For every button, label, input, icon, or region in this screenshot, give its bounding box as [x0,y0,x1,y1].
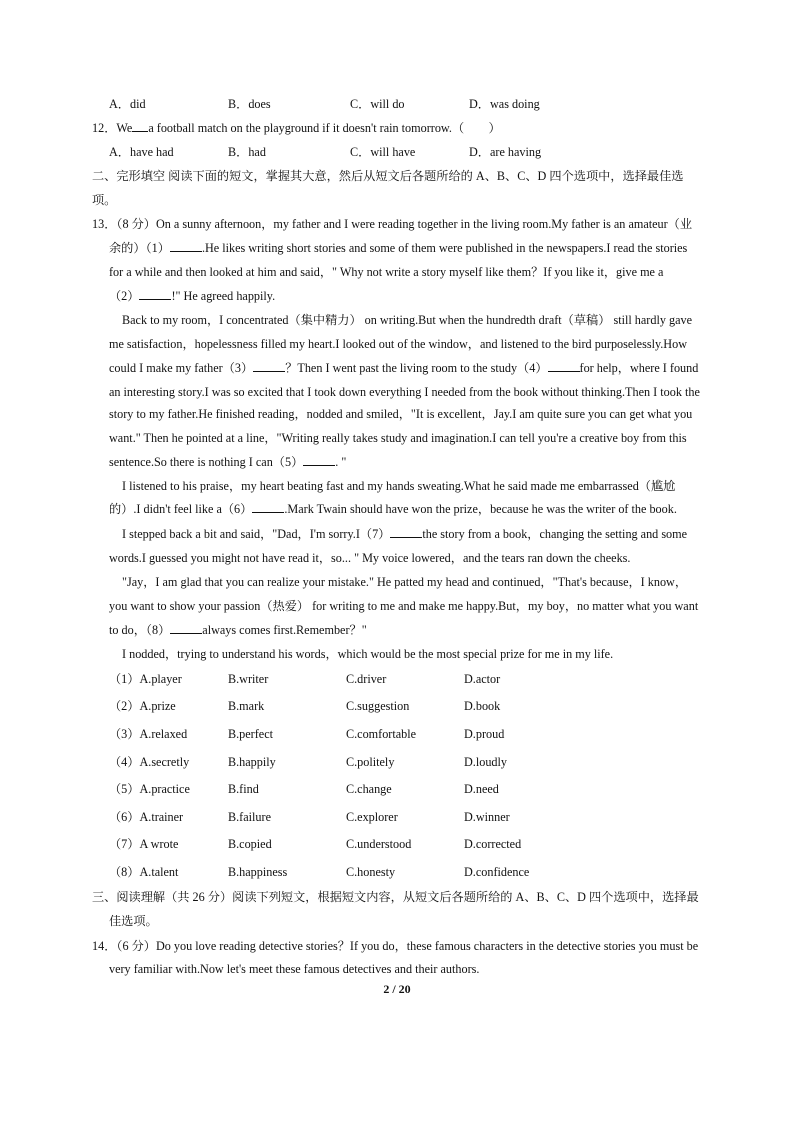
blank-6 [252,501,284,513]
q13-opt-4c: C.politely [346,755,395,769]
q13-line-16: "Jay，I am glad that you can realize your mistake." He patted my head and continued，"That's because，I know， [122,575,688,589]
q13-opt-8c: C.honesty [346,865,396,879]
q13-opt-4d: D.loudly [464,755,507,769]
q13-line-7: could I make my father（3） ？Then I went past the living room to the study（4） for help，where I found [109,361,699,375]
q11-option-a: A．did [109,97,146,111]
q13-opt-3a: （3）A.relaxed [109,727,188,741]
q13-opt-3c: C.comfortable [346,727,417,741]
q14-line-2: very familiar with.Now let's meet these famous detectives and their authors. [109,962,480,976]
q13-line-9: story to my father.He finished reading，nodded and smiled，"It is excellent，Jay.I am quite sure you can get what you [109,407,693,421]
q13-opt-4a: （4）A.secretly [109,755,190,769]
q13-opt-2b: B.mark [228,699,265,713]
blank-3 [253,360,285,372]
q13-line-18: to do，（8） always comes first.Remember？" [109,623,367,637]
q13-opt-6d: D.winner [464,810,510,824]
q13-line-17: you want to show your passion（热爱） for writing to me and make me happy.But，my boy，no matter what you want [109,599,699,613]
q13-opt-3b: B.perfect [228,727,274,741]
q13-opt-2a: （2）A.prize [109,699,176,713]
q14-line-1: 14．（6 分）Do you love reading detective stories？If you do，these famous characters in the detective stories you must be [92,939,699,953]
q13-opt-6a: （6）A.trainer [109,810,184,824]
q13-opt-8b: B.happiness [228,865,288,879]
q13-line-15: words.I guessed you might not have read it，so... " My voice lowered，and the tears ran down the cheeks. [109,551,631,565]
q13-opt-5d: D.need [464,782,499,796]
blank-8 [170,622,202,634]
q13-opt-8a: （8）A.talent [109,865,179,879]
q13-opt-5b: B.find [228,782,259,796]
section2-heading-line2: 项。 [92,193,117,207]
q13-line-13: 的）.I didn't feel like a（6） .Mark Twain should have won the prize，because he was the writer of the book. [109,502,677,516]
q12-option-d: D．are having [469,145,542,159]
q12-option-a: A．have had [109,145,174,159]
q12-stem [92,120,501,136]
q12-option-b: B．had [228,145,266,159]
q13-line-3: for a while and then looked at him and said，" Why not write a story myself like them？If you like it，give me a [109,265,664,279]
q13-line-6: me satisfaction，hopelessness filled my heart.I looked out of the window，and listened to the bird purposelessly.How [109,337,688,351]
q12-blank [132,120,148,132]
q13-opt-1c: C.driver [346,672,387,686]
blank-7 [390,526,422,538]
q13-opt-8d: D.confidence [464,865,530,879]
q13-line-14: I stepped back a bit and said，"Dad，I'm sorry.I（7） the story from a book，changing the setting and some [122,527,688,541]
blank-1 [170,240,202,252]
section3-heading-line1: 三、阅读理解（共 26 分）阅读下列短文，根据短文内容，从短文后各题所给的 A、B、C、D 四个选项中，选择最 [92,890,699,904]
blank-5 [303,454,335,466]
q12-prefix: 12．We [92,121,133,135]
q13-opt-1b: B.writer [228,672,269,686]
q13-line-12: I listened to his praise，my heart beating fast and my hands sweating.What he said made me embarrassed（尴尬 [122,479,676,493]
q13-opt-7c: C.understood [346,837,412,851]
q13-line-2: 余的）（1） .He likes writing short stories and some of them were published in the newspapers.I read the stories [109,241,688,255]
q13-opt-2c: C.suggestion [346,699,410,713]
q11-option-d: D．was doing [469,97,540,111]
q13-line-19: I nodded，trying to understand his words，which would be the most special prize for me in my life. [122,647,614,661]
q13-opt-2d: D.book [464,699,501,713]
page-number: 2 / 20 [383,982,411,996]
section3-heading-line2: 佳选项。 [109,914,158,928]
q13-opt-3d: D.proud [464,727,505,741]
q13-line-4: （2） !" He agreed happily. [109,289,276,303]
q13-opt-5c: C.change [346,782,392,796]
q13-opt-7a: （7）A wrote [109,837,179,851]
q13-opt-6c: C.explorer [346,810,398,824]
q12-option-c: C．will have [350,145,416,159]
q13-opt-6b: B.failure [228,810,271,824]
q13-opt-7d: D.corrected [464,837,522,851]
q13-opt-1d: D.actor [464,672,501,686]
q13-line-8: an interesting story.I was so excited that I took down everything I needed from the book without thinking.Then I took the [109,385,700,399]
blank-2 [139,288,171,300]
q13-opt-7b: B.copied [228,837,272,851]
blank-4 [548,360,580,372]
q11-option-c: C．will do [350,97,405,111]
q13-line-10: want." Then he pointed at a line，"Writing really takes study and imagination.I can tell you're a creative boy from this [109,431,687,445]
q12-suffix: a football match on the playground if it doesn't rain tomorrow.（ ） [148,121,501,135]
q11-option-b: B．does [228,97,271,111]
section2-heading-line1: 二、完形填空 阅读下面的短文，掌握其大意，然后从短文后各题所给的 A、B、C、D 四个选项中，选择最佳选 [92,169,684,183]
q13-opt-1a: （1）A.player [109,672,182,686]
q13-line-5: Back to my room，I concentrated（集中精力） on writing.But when the hundredth draft（草稿） still hardly gave [122,313,692,327]
q13-opt-5a: （5）A.practice [109,782,190,796]
q13-opt-4b: B.happily [228,755,276,769]
q13-line-11: sentence.So there is nothing I can（5） . " [109,455,347,469]
q13-line-1: 13．（8 分）On a sunny afternoon，my father and I were reading together in the living room.My father is an amateur（业 [92,217,693,231]
